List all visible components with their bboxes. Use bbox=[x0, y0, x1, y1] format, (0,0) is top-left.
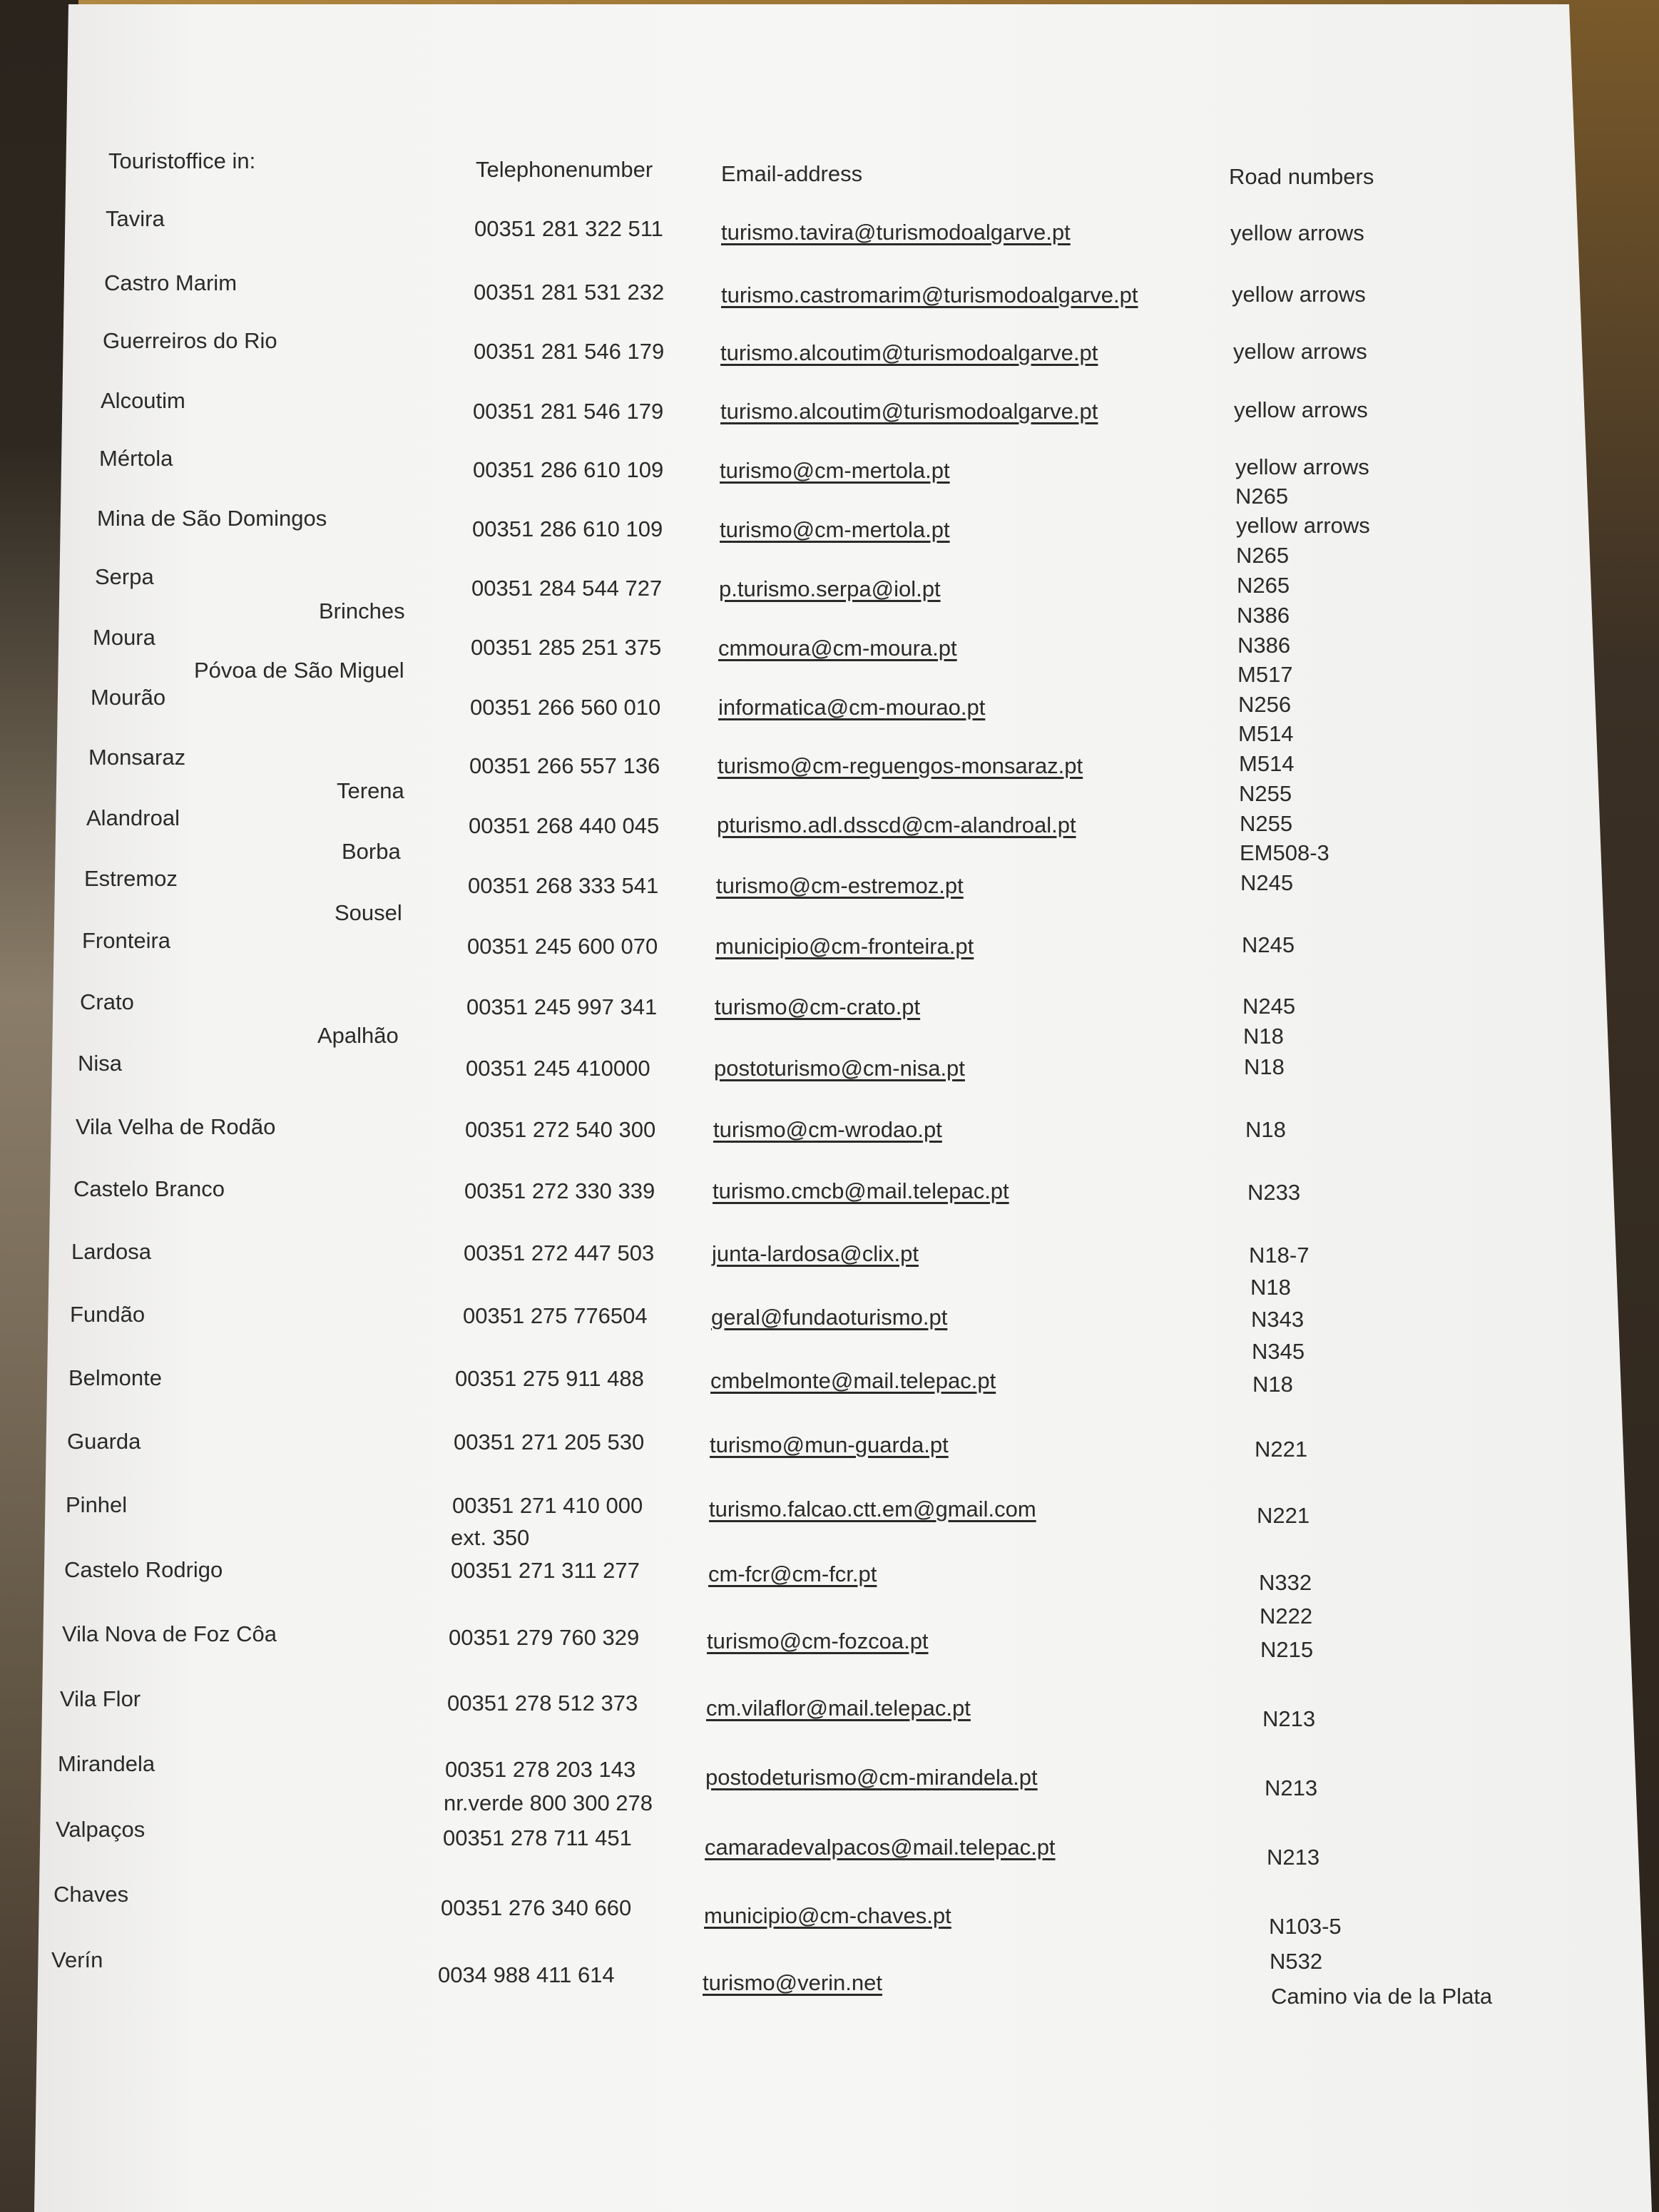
road-number: M517 bbox=[1237, 662, 1293, 687]
road-number: N265 bbox=[1235, 484, 1289, 509]
road-number: N18 bbox=[1244, 1054, 1285, 1079]
phone: 00351 278 512 373 bbox=[447, 1691, 638, 1716]
road-number: N221 bbox=[1255, 1437, 1308, 1462]
town: Vila Velha de Rodão bbox=[76, 1114, 276, 1139]
phone: 00351 271 311 277 bbox=[451, 1558, 640, 1583]
phone: 00351 271 410 000 bbox=[452, 1493, 643, 1518]
email-link[interactable]: turismo@cm-mertola.pt bbox=[720, 517, 950, 542]
phone: 00351 276 340 660 bbox=[441, 1895, 632, 1920]
email-link[interactable]: cm-fcr@cm-fcr.pt bbox=[708, 1561, 877, 1586]
email-link[interactable]: turismo@verin.net bbox=[703, 1970, 882, 1995]
road-number: N18 bbox=[1252, 1372, 1293, 1397]
road-number: Camino via de la Plata bbox=[1271, 1984, 1493, 2009]
email-link[interactable]: turismo@mun-guarda.pt bbox=[710, 1432, 949, 1457]
town: Vila Flor bbox=[60, 1686, 141, 1711]
intermediate-town: Brinches bbox=[319, 598, 405, 623]
phone: 00351 286 610 109 bbox=[473, 457, 664, 482]
phone: 00351 286 610 109 bbox=[472, 516, 663, 541]
phone: 00351 245 997 341 bbox=[466, 994, 658, 1019]
intermediate-town: Sousel bbox=[335, 900, 402, 925]
phone: 00351 275 911 488 bbox=[455, 1366, 644, 1391]
road-number: yellow arrows bbox=[1234, 397, 1368, 422]
phone: 00351 278 203 143 bbox=[445, 1757, 636, 1782]
phone: 00351 281 322 511 bbox=[474, 216, 663, 241]
email-link[interactable]: turismo@cm-reguengos-monsaraz.pt bbox=[718, 753, 1083, 778]
intermediate-town: Borba bbox=[342, 839, 401, 864]
road-number: N245 bbox=[1242, 932, 1295, 957]
town: Tavira bbox=[106, 206, 165, 231]
town: Castro Marim bbox=[104, 270, 238, 295]
phone: 00351 266 560 010 bbox=[470, 695, 661, 720]
phone: 00351 272 330 339 bbox=[464, 1178, 655, 1203]
road-number: N256 bbox=[1238, 692, 1292, 717]
town: Moura bbox=[93, 625, 155, 650]
road-number: N265 bbox=[1237, 573, 1290, 598]
road-number: N103-5 bbox=[1269, 1914, 1342, 1939]
town: Belmonte bbox=[68, 1365, 162, 1390]
phone: 00351 268 440 045 bbox=[469, 813, 660, 838]
email-link[interactable]: turismo.cmcb@mail.telepac.pt bbox=[713, 1178, 1009, 1203]
email-link[interactable]: cm.vilaflor@mail.telepac.pt bbox=[706, 1696, 971, 1721]
road-number: yellow arrows bbox=[1233, 339, 1367, 364]
road-number: N255 bbox=[1240, 811, 1293, 836]
phone: 00351 278 711 451 bbox=[443, 1825, 632, 1850]
email-link[interactable]: turismo.falcao.ctt.em@gmail.com bbox=[709, 1497, 1036, 1522]
road-number: M514 bbox=[1239, 751, 1295, 776]
phone: 00351 268 333 541 bbox=[468, 873, 659, 898]
road-number: N332 bbox=[1259, 1570, 1312, 1595]
email-link[interactable]: turismo@cm-fozcoa.pt bbox=[707, 1629, 929, 1653]
phone: 00351 245 600 070 bbox=[467, 934, 658, 959]
town: Monsaraz bbox=[88, 745, 186, 770]
town: Pinhel bbox=[66, 1492, 128, 1517]
town: Castelo Branco bbox=[73, 1176, 225, 1201]
road-number: N222 bbox=[1260, 1604, 1313, 1629]
town: Mourão bbox=[91, 685, 166, 710]
email-link[interactable]: cmmoura@cm-moura.pt bbox=[718, 636, 957, 661]
road-number: yellow arrows bbox=[1230, 220, 1364, 245]
email-link[interactable]: turismo@cm-crato.pt bbox=[715, 994, 921, 1019]
phone: 00351 275 776504 bbox=[463, 1303, 648, 1328]
road-number: N255 bbox=[1239, 781, 1292, 806]
road-number: N18-7 bbox=[1249, 1243, 1310, 1268]
town: Alcoutim bbox=[101, 388, 185, 413]
town: Vila Nova de Foz Côa bbox=[62, 1621, 277, 1646]
town: Guerreiros do Rio bbox=[103, 328, 277, 353]
road-number: N213 bbox=[1265, 1775, 1318, 1800]
town: Lardosa bbox=[71, 1239, 152, 1264]
intermediate-town: Póvoa de São Miguel bbox=[194, 658, 404, 683]
road-number: N18 bbox=[1245, 1117, 1286, 1142]
road-number: N343 bbox=[1251, 1307, 1305, 1332]
road-number: yellow arrows bbox=[1235, 454, 1369, 479]
road-number: N213 bbox=[1262, 1706, 1316, 1731]
phone: 00351 284 544 727 bbox=[471, 576, 663, 601]
town: Crato bbox=[80, 989, 134, 1014]
email-link[interactable]: camaradevalpacos@mail.telepac.pt bbox=[705, 1835, 1056, 1860]
phone: 00351 271 205 530 bbox=[454, 1429, 645, 1454]
header-roads: Road numbers bbox=[1229, 164, 1374, 189]
email-link[interactable]: municipio@cm-chaves.pt bbox=[704, 1903, 951, 1928]
phone: 00351 245 410000 bbox=[466, 1056, 650, 1081]
email-link[interactable]: turismo.tavira@turismodoalgarve.pt bbox=[721, 220, 1071, 245]
email-link[interactable]: p.turismo.serpa@iol.pt bbox=[719, 576, 941, 601]
town: Guarda bbox=[67, 1429, 141, 1454]
road-number: EM508-3 bbox=[1240, 840, 1329, 865]
road-number: N233 bbox=[1247, 1180, 1301, 1205]
town: Alandroal bbox=[86, 805, 180, 830]
town: Chaves bbox=[53, 1882, 129, 1907]
town: Nisa bbox=[78, 1051, 123, 1076]
road-number: N18 bbox=[1243, 1024, 1284, 1049]
header-phone: Telephonenumber bbox=[476, 157, 653, 182]
road-number: yellow arrows bbox=[1236, 513, 1370, 538]
phone: 00351 281 546 179 bbox=[474, 339, 665, 364]
road-number: yellow arrows bbox=[1232, 282, 1366, 307]
town: Verín bbox=[51, 1947, 103, 1972]
town: Estremoz bbox=[84, 866, 178, 891]
email-link[interactable]: postoturismo@cm-nisa.pt bbox=[714, 1056, 965, 1081]
email-link[interactable]: turismo.castromarim@turismodoalgarve.pt bbox=[721, 282, 1138, 307]
email-link[interactable]: geral@fundaoturismo.pt bbox=[711, 1305, 948, 1330]
header-email: Email-address bbox=[721, 161, 863, 186]
email-link[interactable]: junta-lardosa@clix.pt bbox=[712, 1241, 919, 1266]
road-number: N221 bbox=[1257, 1503, 1310, 1528]
road-number: N213 bbox=[1267, 1845, 1320, 1870]
email-link[interactable]: municipio@cm-fronteira.pt bbox=[715, 934, 974, 959]
phone: 00351 272 447 503 bbox=[464, 1240, 655, 1265]
email-link[interactable]: turismo.alcoutim@turismodoalgarve.pt bbox=[720, 340, 1098, 365]
email-link[interactable]: postodeturismo@cm-mirandela.pt bbox=[705, 1765, 1038, 1790]
road-number: N345 bbox=[1252, 1339, 1305, 1364]
email-link[interactable]: cmbelmonte@mail.telepac.pt bbox=[710, 1368, 996, 1393]
phone: 00351 285 251 375 bbox=[471, 635, 662, 660]
phone: 00351 266 557 136 bbox=[469, 753, 660, 778]
road-number: N386 bbox=[1237, 603, 1290, 628]
email-link[interactable]: turismo@cm-estremoz.pt bbox=[716, 873, 964, 898]
road-number: N245 bbox=[1242, 994, 1296, 1019]
town: Serpa bbox=[95, 564, 154, 589]
town: Mina de São Domingos bbox=[97, 506, 327, 531]
email-link[interactable]: pturismo.adl.dsscd@cm-alandroal.pt bbox=[717, 812, 1076, 837]
town: Castelo Rodrigo bbox=[64, 1557, 223, 1582]
town: Fronteira bbox=[82, 928, 171, 953]
phone: 00351 281 531 232 bbox=[474, 280, 665, 305]
town: Valpaços bbox=[56, 1817, 146, 1842]
email-link[interactable]: turismo@cm-wrodao.pt bbox=[713, 1117, 942, 1142]
phone-extension: ext. 350 bbox=[451, 1525, 530, 1550]
town: Fundão bbox=[70, 1302, 146, 1327]
intermediate-town: Terena bbox=[337, 778, 404, 803]
email-link[interactable]: turismo.alcoutim@turismodoalgarve.pt bbox=[720, 399, 1098, 424]
road-number: N18 bbox=[1250, 1275, 1291, 1300]
phone-free-number: nr.verde 800 300 278 bbox=[444, 1790, 653, 1815]
phone: 00351 272 540 300 bbox=[465, 1117, 656, 1142]
intermediate-town: Apalhão bbox=[317, 1023, 399, 1048]
road-number: N532 bbox=[1270, 1949, 1323, 1974]
phone: 0034 988 411 614 bbox=[438, 1962, 615, 1987]
town: Mirandela bbox=[58, 1751, 155, 1776]
road-number: N245 bbox=[1240, 870, 1294, 895]
phone: 00351 279 760 329 bbox=[449, 1625, 640, 1650]
road-number: N215 bbox=[1260, 1637, 1314, 1662]
email-link[interactable]: informatica@cm-mourao.pt bbox=[718, 695, 986, 720]
road-number: N386 bbox=[1237, 633, 1291, 658]
road-number: N265 bbox=[1236, 543, 1290, 568]
town: Mértola bbox=[99, 446, 173, 471]
phone: 00351 281 546 179 bbox=[473, 399, 664, 424]
road-number: M514 bbox=[1238, 721, 1294, 746]
header-town: Touristoffice in: bbox=[108, 148, 256, 173]
email-link[interactable]: turismo@cm-mertola.pt bbox=[720, 458, 950, 483]
